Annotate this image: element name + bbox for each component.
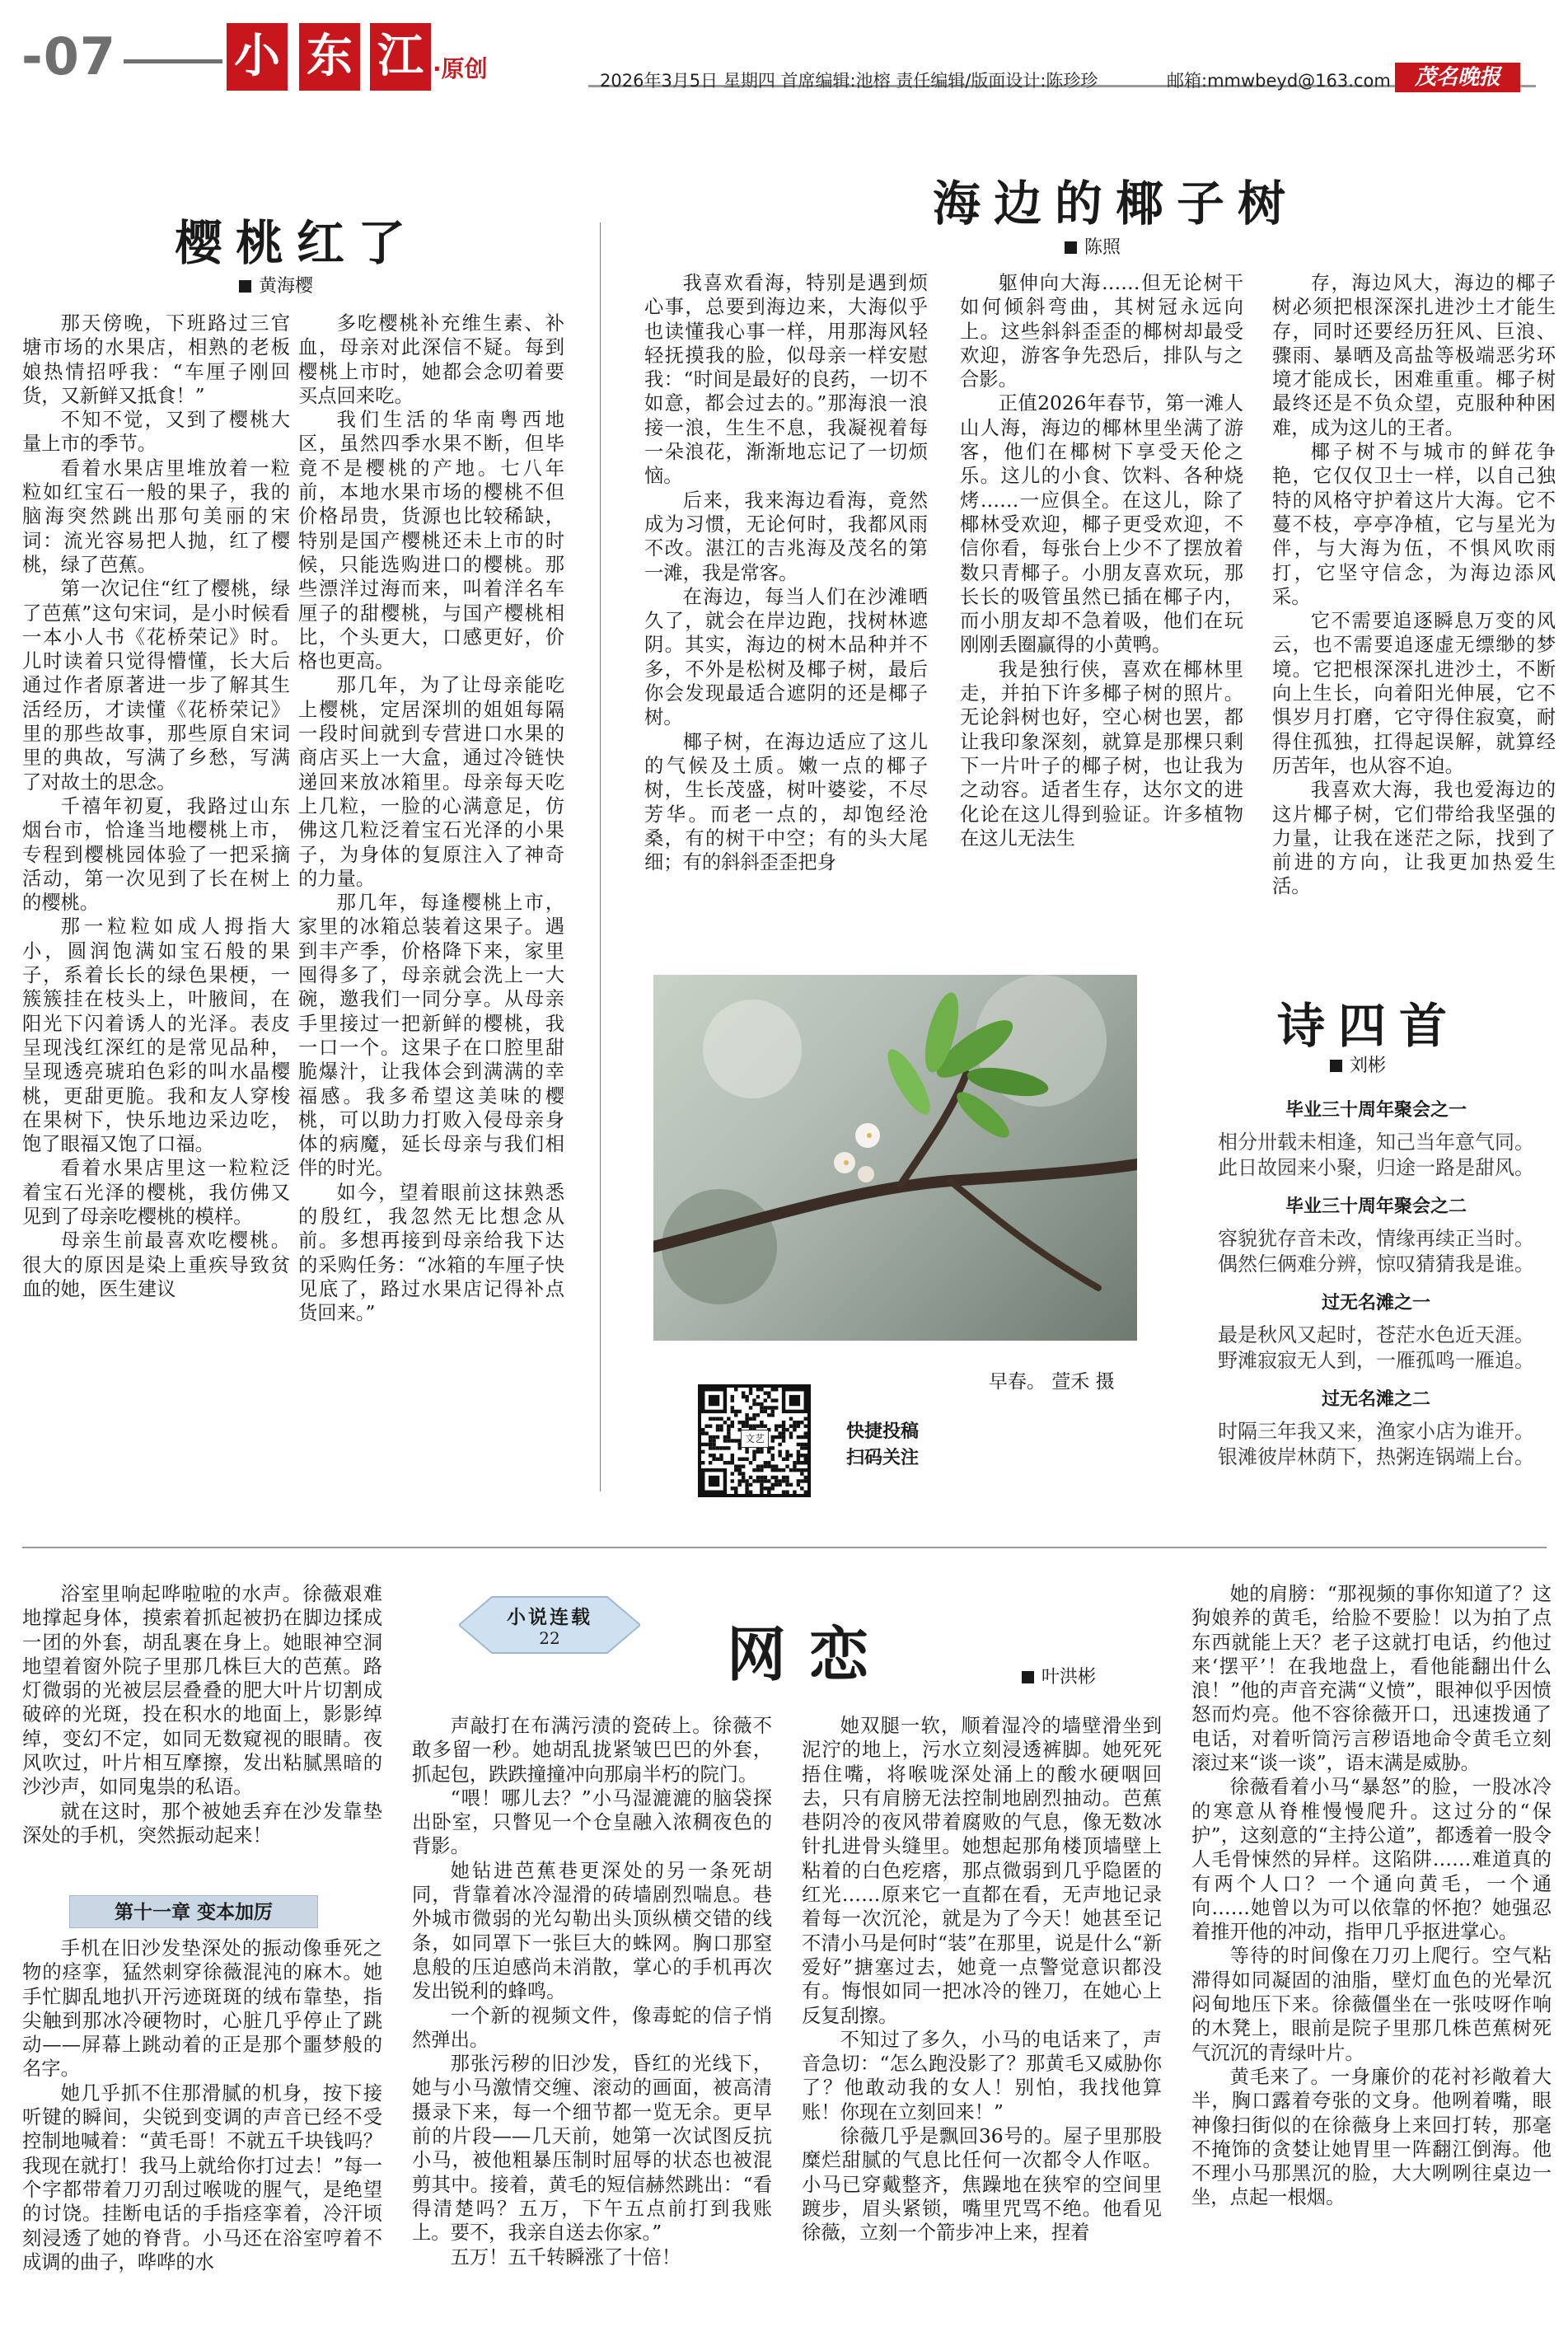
paragraph: 那几年，为了让母亲能吃上樱桃，定居深圳的姐姐每隔一段时间就到专营进口水果的商店买上一大盒，通过冷链快递回来放冰箱里。母亲每天吃上几粒，一脸的心满意足，仿佛这几粒泛着宝石光泽的小果子，为身体的复原注入了神奇的力量。 [298,674,564,890]
serial-badge [459,1595,640,1655]
paragraph: 它不需要追逐瞬息万变的风云，也不需要追逐虚无缥缈的梦境。它把根深深扎进沙土，不断向上生长，向着阳光伸展，它不惧岁月打磨，它守得住寂寞，耐得住孤独，扛得起误解，就算经历苦年，也从容不迫。 [1272,610,1556,777]
paragraph: 看着水果店里堆放着一粒粒如红宝石一般的果子，我的脑海突然跳出那句美丽的宋词：流光容易把人抛，红了樱桃，绿了芭蕉。 [22,457,290,576]
poem-spacer [1211,1470,1541,1482]
poem-line: 银滩彼岸林荫下，热粥连锅端上台。 [1218,1445,1534,1468]
poem-line: 此日故园来小聚，归途一路是甜风。 [1218,1156,1534,1179]
paragraph: 躯伸向大海……但无论树干如何倾斜弯曲，其树冠永远向上。这些斜斜歪歪的椰树却最受欢迎，游客争先恐后，排队与之合影。 [960,272,1243,391]
paragraph: 徐薇几乎是飘回36号的。屋子里那股糜烂甜腻的气息比任何一次都令人作呕。小马已穿戴整齐，焦躁地在狭窄的空间里踱步，眉头紧锁，嘴里咒骂不绝。他看见徐薇，立刻一个箭步冲上来，捏着 [802,2125,1162,2245]
section-char-3: 江 [370,23,431,91]
paragraph: 我们生活的华南粤西地区，虽然四季水果不断，但毕竟不是樱桃的产地。七八年前，本地水果市场的樱桃不但价格昂贵，货源也比较稀缺，特别是国产樱桃还未上市的时候，只能选购进口的樱桃。那些漂洋过海而来，叫着洋名车厘子的甜樱桃，与国产樱桃相比，个头更大，口感更好，价格也更高。 [298,409,564,673]
article1-title: 樱桃红了 [175,215,419,271]
novel-column-4 [1191,1582,1552,2324]
paragraph: 那几年，每逢樱桃上市，家里的冰箱总装着这果子。遇到丰产季，价格降下来，家里囤得多了，母亲就会洗上一大碗，邀我们一同分享。从母亲手里接过一把新鲜的樱桃，我一口一个。这果子在口腔里甜脆爆汁，让我体会到满满的幸福感。我多希望这美味的樱桃，可以助力打败入侵母亲身体的病魔，延长母亲与我们相伴的时光。 [298,892,564,1180]
poem-spacer [1211,1374,1541,1385]
article2-column-1 [644,271,928,922]
article1-author: 黄海樱 [239,272,313,297]
section-char-1: 小 [227,23,288,91]
paragraph: 徐薇看着小马“暴怒”的脸，一股冰冷的寒意从脊椎慢慢爬升。这过分的“保护”，这刻意的“主持公道”，都透着一股令人毛骨悚然的异样。这陷阱……难道真的有两个人口？一个通向黄毛，一个通向……她曾以为可以依靠的怀抱？她强忍着推开他的冲动，指甲几乎抠进掌心。 [1191,1776,1552,1944]
paragraph: 声敲打在布满污渍的瓷砖上。徐薇不敢多留一秒。她胡乱拢紧皱巴巴的外套，抓起包，跌跌撞撞冲向那扇半朽的院门。 [412,1715,772,1786]
paragraph: 存，海边风大，海边的椰子树必须把根深深扎进沙土才能生存，同时还要经历狂风、巨浪、骤雨、暴晒及高盐等极端恶劣环境才能成长，困难重重。椰子树最终还是不负众望，克服种种困难，成为这儿的王者。 [1272,272,1556,439]
paragraph: 一个新的视频文件，像毒蛇的信子悄然弹出。 [412,2004,772,2051]
paragraph: 那张污秽的旧沙发，昏红的光线下，她与小马激情交缠、滚动的画面，被高清摄录下来，每一个细节都一览无余。更早前的片段——几天前，她第一次试图反抗小马，被他粗暴压制时屈辱的状态也被混剪其中。接着，黄毛的短信赫然跳出：“看得清楚吗？五万，下午五点前打到我账上。要不，我亲自送去你家。” [412,2053,772,2245]
novel-column-1-bottom [22,1936,382,2324]
paragraph: 我喜欢大海，我也爱海边的这片椰子树，它们带给我坚强的力量，让我在迷茫之际，找到了前进的方向，让我更加热爱生活。 [1272,779,1556,898]
novel-column-2 [412,1714,772,2324]
paragraph: 五万！五千转瞬涨了十倍！ [450,2245,681,2268]
qr-code[interactable] [698,1384,811,1497]
paragraph: 第一次记住“红了樱桃，绿了芭蕉”这句宋词，是小时候看一本小人书《花桥荣记》时。儿时读着只觉得懵懂，长大后通过作者原著进一步了解其生活经历，才读懂《花桥荣记》里的那些故事，那些原自宋词里的典故，写满了乡愁，写满了对故土的思念。 [22,578,290,794]
paragraph: 在海边，每当人们在沙滩晒久了，就会在岸边跑，找树林遮阴。其实，海边的树木品种并不多，不外是松树及椰子树，最后你会发现最适合遮阴的还是椰子树。 [644,585,928,729]
poem-line: 时隔三年我又来，渔家小店为谁开。 [1218,1420,1534,1443]
novel-title: 网恋 [727,1619,892,1689]
poem-title: 过无名滩之一 [1321,1293,1430,1313]
novel-column-1-top [22,1582,382,1884]
paragraph: 黄毛来了。一身廉价的花衬衫敞着大半，胸口露着夸张的文身。他咧着嘴，眼神像扫街似的在徐薇身上来回打转，那毫不掩饰的贪婪让她胃里一阵翻江倒海。他不理小马那黑沉的脸，大大咧咧往桌边一坐，点起一根烟。 [1191,2065,1552,2209]
paragraph: 就在这时，那个被她丢弃在沙发靠垫深处的手机，突然振动起来！ [22,1800,382,1847]
poem-line: 相分卅载未相逢，知己当年意气同。 [1218,1131,1534,1154]
poem-line: 偶然仨俩难分辨，惊叹猜猜我是谁。 [1218,1252,1534,1276]
article1-column-1 [22,311,290,1482]
paragraph: 不知不觉，又到了樱桃大量上市的季节。 [22,409,290,456]
chapter-heading: 第十一章 变本加厉 [69,1895,318,1928]
poems-author: 刘彬 [1330,1051,1386,1077]
paragraph: 我是独行侠，喜欢在椰林里走，并拍下许多椰子树的照片。无论斜树也好，空心树也罢，都让我印象深刻，就算是那棵只剩下一片叶子的椰子树，也让我为之动容。适者生存，达尔文的进化论在这儿得到验证。许多植物在这儿无法生 [960,658,1243,850]
paragraph: 多吃樱桃补充维生素、补血，母亲对此深信不疑。每到樱桃上市时，她都会念叨着要买点回来吃。 [298,312,564,407]
paragraph: 看着水果店里这一粒粒泛着宝石光泽的樱桃，我仿佛又见到了母亲吃樱桃的模样。 [22,1157,290,1228]
spring-blossom-photo [653,975,1137,1341]
paragraph: 正值2026年春节，第一滩人山人海，海边的椰林里坐满了游客，他们在椰树下享受天伦之乐。这儿的小食、饮料、各种烧烤……一应俱全。在这儿，除了椰林受欢迎，椰子更受欢迎，不信你看，每张台上少不了摆放着数只青椰子。小朋友喜欢玩，那长长的吸管虽然已插在椰子内，而小朋友却不急着吸，他们在玩刚刚丢圈赢得的小黄鸭。 [960,392,1243,657]
article2-author: 陈照 [1065,233,1121,259]
article1-column-2 [298,311,564,1482]
serial-label: 小说连载 [507,1606,592,1628]
paragraph: 她的肩膀：“那视频的事你知道了？这狗娘养的黄毛，给脸不要脸！以为拍了点东西就能上天？老子这就打电话，约他过来‘摆平’！在我地盘上，看他能翻出什么浪！”他的声音充满“义愤”，眼神似乎因愤怒而灼亮。他不容徐薇开口，迅速拨通了电话，对着听筒污言秽语地命令黄毛立刻滚过来“谈一谈”，语末满是威胁。 [1191,1583,1552,1775]
poem-spacer [1211,1277,1541,1289]
blossom-illustration [653,975,1137,1341]
paragraph: 她钻进芭蕉巷更深处的另一条死胡同，背靠着冰冷湿滑的砖墙剧烈喘息。巷外城市微弱的光勾勒出头顶纵横交错的线条，如同罩下一张巨大的蛛网。胸口那窒息般的压迫感尚未消散，掌心的手机再次发出锐利的蜂鸣。 [412,1859,772,2003]
section-divider [22,1547,1547,1548]
poem-spacer [1211,1181,1541,1192]
masthead-rule [124,59,222,63]
section-char-2: 东 [299,23,360,91]
poem-title: 毕业三十周年聚会之一 [1285,1100,1467,1121]
paragraph: 千禧年初夏，我路过山东烟台市，恰逢当地樱桃上市，专程到樱桃园体验了一把采摘活动，第一次见到了长在树上的樱桃。 [22,794,290,915]
novel-author: 叶洪彬 [1022,1663,1096,1688]
paragraph: 我喜欢看海，特别是遇到烦心事，总要到海边来，大海似乎也读懂我心事一样，用那海风轻轻抚摸我的脸，似母亲一样安慰我：“时间是最好的良药，一切不如意，都会过去的。”那海浪一浪接一浪，生生不息，我凝视着每一朵浪花，渐渐地忘记了一切烦恼。 [644,272,928,488]
qr-instructions [846,1419,919,1472]
novel-column-3 [802,1714,1162,2324]
qr-label-submit: 快捷投稿 [846,1421,920,1442]
paragraph: 等待的时间像在刀刃上爬行。空气粘滞得如同凝固的油脂，壁灯血色的光晕沉闷甸地压下来。徐薇僵坐在一张吱呀作响的木凳上，眼前是院子里那几株芭蕉树死气沉沉的青绿叶片。 [1191,1945,1552,2064]
paragraph: 椰子树，在海边适应了这儿的气候及土质。嫩一点的椰子树，生长茂盛，树叶婆娑，不尽芳华。而老一点的，却饱经沧桑，有的树干中空；有的头大尾细；有的斜斜歪歪把身 [644,730,928,874]
paragraph: “喂！哪儿去？”小马湿漉漉的脑袋探出卧室，只瞥见一个仓皇融入浓稠夜色的背影。 [412,1786,772,1858]
poem-line: 容貌犹存音未改，情缘再续正当时。 [1218,1227,1534,1250]
paragraph: 后来，我来海边看海，竟然成为习惯，无论何时，我都风雨不改。湛江的吉兆海及茂名的第一滩，我是常客。 [644,489,928,584]
poem-line: 野滩寂寂无人到，一雁孤鸣一雁追。 [1218,1349,1534,1372]
serial-number: 22 [539,1628,560,1648]
qr-center-label: 文艺 [741,1430,769,1448]
section-subtitle: ·原创 [433,55,488,82]
photo-caption: 早春。 萱禾 摄 [989,1371,1115,1393]
qr-label-follow: 扫码关注 [846,1448,920,1468]
paragraph: 那天傍晚，下班路过三官塘市场的水果店，相熟的老板娘热情招呼我：“车厘子刚回货，又新鲜又抵食！” [22,312,290,407]
paragraph: 那一粒粒如成人拇指大小，圆润饱满如宝石般的果子，系着长长的绿色果梗，一簇簇挂在枝头上，叶腋间，在阳光下闪着诱人的光泽。表皮呈现浅红深红的是常见品种，呈现透亮琥珀色彩的叫水晶樱桃，更甜更脆。我和友人穿梭在果树下，快乐地边采边吃，饱了眼福又饱了口福。 [22,915,290,1156]
poem-line: 最是秋风又起时，苍茫水色近天涯。 [1218,1323,1534,1346]
poem-title: 毕业三十周年聚会之二 [1285,1196,1467,1217]
newspaper-logo: 茂名晚报 [1395,63,1520,92]
paragraph: 母亲生前最喜欢吃樱桃。很大的原因是染上重疾导致贫血的她，医生建议 [22,1229,290,1300]
paragraph: 不知过了多久，小马的电话来了，声音急切：“怎么跑没影了？那黄毛又威胁你了？他敢动我的女人！别怕，我找他算账！你现在立刻回来！” [802,2028,1162,2123]
column-divider [600,222,601,1491]
paragraph: 浴室里响起哗啦啦的水声。徐薇艰难地撑起身体，摸索着抓起被扔在脚边揉成一团的外套，胡乱裹在身上。她眼神空洞地望着窗外院子里那几株巨大的芭蕉。路灯微弱的光被层层叠叠的肥大叶片切割成破碎的光斑，投在积水的地面上，影影绰绰，变幻不定，如同无数窥视的眼睛。夜风吹过，叶片相互摩擦，发出粘腻黑暗的沙沙声，如同鬼祟的私语。 [22,1583,382,1799]
article2-title: 海边的椰子树 [933,176,1299,232]
poems-title: 诗四首 [1277,998,1461,1054]
paragraph: 她几乎抓不住那滑腻的机身，按下接听键的瞬间，尖锐到变调的声音已经不受控制地喊着：“黄毛哥！不就五千块钱吗？我现在就打！我马上就给你打过去！”每一个字都带着刀刃刮过喉咙的腥气，是绝望的讨饶。挂断电话的手指痉挛着，冷汗顷刻浸透了她的脊背。小马还在浴室哼着不成调的曲子，哗哗的水 [22,2081,382,2273]
paragraph: 她双腿一软，顺着湿冷的墙壁滑坐到泥泞的地上，污水立刻浸透裤脚。她死死捂住嘴，将喉咙深处涌上的酸水硬咽回去，只有肩膀无法控制地剧烈抽动。芭蕉巷阴冷的夜风带着腐败的气息，像无数冰针扎进骨头缝里。她想起那角楼顶墙壁上粘着的白色疙瘩，那点微弱到几乎隐匿的红光……原来它一直都在看，无声地记录着每一次沉沦，就是为了今天！她甚至记不清小马是何时“装”在那里，说是什么“新爱好”搪塞过去，她竟一点警觉意识都没有。悔恨如同一把冰冷的锉刀，在她心上反复刮擦。 [802,1715,1162,2027]
poems-list [1211,1096,1541,1482]
article2-column-3 [1272,271,1556,922]
paragraph: 如今，望着眼前这抹熟悉的殷红，我忽然无比想念从前。多想再接到母亲给我下达的采购任务：“冰箱的车厘子快见底了，路过水果店记得补点货回来。” [298,1181,564,1325]
article2-column-2 [960,271,1243,922]
poem-title: 过无名滩之二 [1321,1389,1430,1410]
paragraph: 手机在旧沙发垫深处的振动像垂死之物的痉挛，猛然刺穿徐薇混沌的麻木。她手忙脚乱地扒开污迹斑斑的绒布靠垫，指尖触到那冰冷硬物时，心脏几乎停止了跳动——屏幕上跳动着的正是那个噩梦般的名字。 [22,1937,382,2081]
editor-email: 邮箱:mmwbeyd@163.com [1167,71,1391,91]
paragraph: 椰子树不与城市的鲜花争艳，它仅仅卫士一样，以自己独特的风格守护着这片大海。它不蔓不枝，亭亭净植，它与星光为伴，与大海为伍，不惧风吹雨打，它坚守信念，为海边添风采。 [1272,441,1556,608]
issue-info: 2026年3月5日 星期四 首席编辑:池榕 责任编辑/版面设计:陈珍珍 [600,71,1098,91]
page-number: -07 [21,26,117,87]
